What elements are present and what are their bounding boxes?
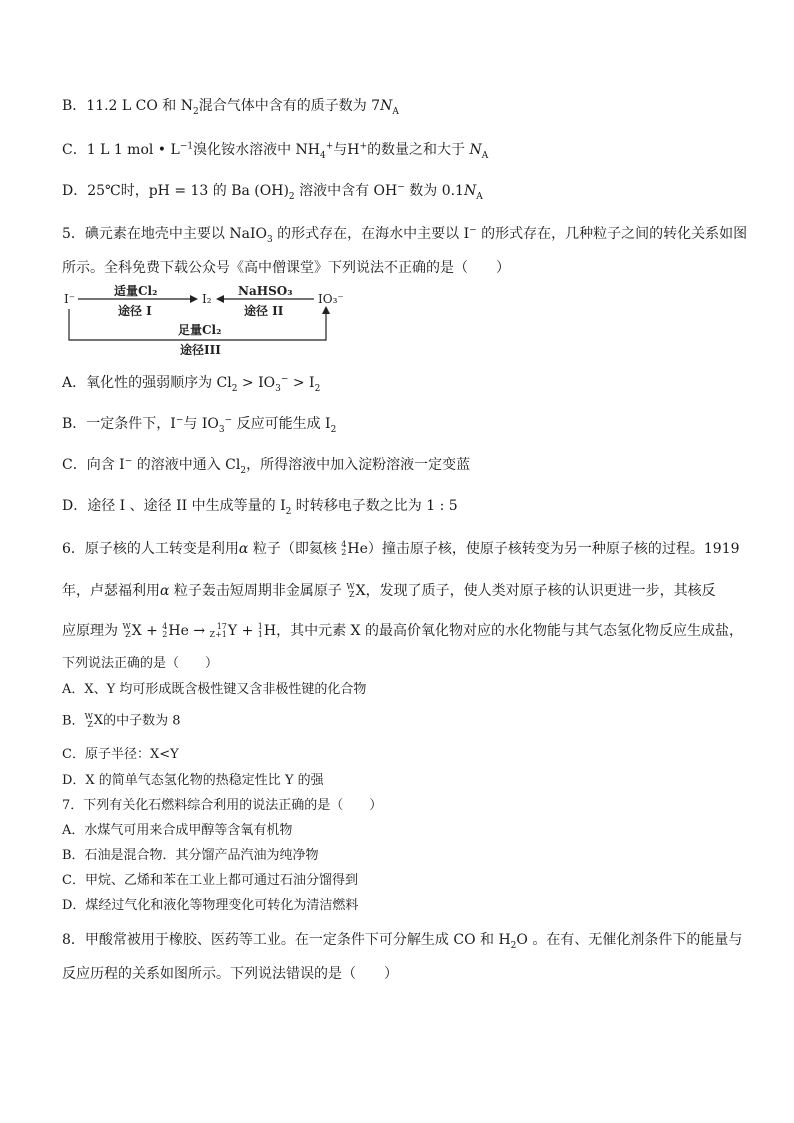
q6-stem-line4: 下列说法正确的是（ ） — [62, 656, 219, 671]
q5-stem-line1: 5．碘元素在地壳中主要以 NaIO$_3$ 的形式存在，在海水中主要以 I− 的形式存在，几种粒子之间的转化关系如图 — [62, 225, 748, 245]
q5-stem-line2: 所示。全科免费下载公众号《高中僧课堂》下列说法不正确的是（ ） — [62, 260, 510, 276]
q7-option-a: A．水煤气可用来合成甲醇等含氧有机物 — [62, 823, 293, 838]
q5-option-d: D．途径 I 、途径 II 中生成等量的 $I_2$ 时转移电子数之比为 1 : 5 — [62, 498, 458, 517]
q6-stem-line2: 年，卢瑟福利用α 粒子轰击短周期非金属原子 W Z X ，发现了质子，使人类对原子核的认识更进一步，其核反 — [62, 582, 716, 599]
q7-option-c: C．甲烷、乙烯和苯在工业上都可通过石油分馏得到 — [62, 873, 358, 888]
diagram-route3: 途径III — [180, 343, 221, 357]
diagram-io3: IO₃⁻ — [318, 292, 344, 306]
q8-stem-line2: 反应历程的关系如图所示。下列说法错误的是（ ） — [62, 966, 398, 982]
q6-option-a: A．X、Y 均可形成既含极性键又含非极性键的化合物 — [62, 682, 367, 697]
diagram-excess-cl2: 足量Cl₂ — [178, 323, 222, 337]
q6-option-d: D．X 的简单气态氢化物的热稳定性比 Y 的强 — [62, 773, 324, 788]
q4-option-d: D．25℃时，pH = 13 的 Ba $(OH)_2$ 溶液中含有 OH− 数为 $0.1N_A$ — [62, 182, 483, 202]
q8-stem-line1: 8．甲酸常被用于橡胶、医药等工业。在一定条件下可分解生成 CO 和 $H_2O$ 。在有、无催化剂条件下的能量与 — [62, 932, 743, 951]
q7-option-d: D．煤经过气化和液化等物理变化可转化为清洁燃料 — [62, 898, 359, 913]
q6-stem-line1: 6．原子核的人工转变是利用α 粒子（即氦核 4 2 He ）撞击原子核，使原子核转变为另一种原子核的过程。1919 — [62, 540, 740, 557]
q4-option-c: C．1 L 1 mol • $L^{-1}$溴化铵水溶液中 $NH_4^+$与H+的数量之和大于 $N_A$ — [62, 141, 489, 161]
q6-option-c: C．原子半径：X<Y — [62, 747, 179, 762]
q5-option-c: C．向含 I− 的溶液中通入 $Cl_2$，所得溶液中加入淀粉溶液一定变蓝 — [62, 456, 471, 476]
q6-stem-line3: 应原理为 W Z X + 4 2 He → 17 Z+1 Y + 1 1 H ，其中元素 X 的最高价氧化物对应的水化物能与其气态氢化物反应生成盐， — [62, 622, 743, 639]
route3-arrowhead — [322, 306, 330, 314]
q5-option-b: B．一定条件下，I−与 $IO_3^-$ 反应可能生成 $I_2$ — [62, 415, 337, 435]
diagram-i-minus: I⁻ — [64, 292, 76, 306]
iodine-conversion-diagram — [62, 284, 362, 358]
diagram-route2: 途径 II — [244, 304, 284, 318]
diagram-nahso3: NaHSO₃ — [238, 284, 293, 298]
q6-option-b: B． W Z X 的中子数为 8 — [62, 712, 181, 729]
route1-arrowhead — [190, 295, 198, 303]
diagram-cl2-label: 适量Cl₂ — [114, 284, 158, 298]
q4-option-b: B．11.2 L CO 和 $N_2$混合气体中含有的质子数为 $7N_A$ — [62, 98, 399, 117]
route2-arrowhead — [216, 295, 224, 303]
diagram-i2: I₂ — [202, 292, 212, 306]
q7-stem: 7．下列有关化石燃料综合利用的说法正确的是（ ） — [62, 798, 383, 813]
q7-option-b: B．石油是混合物．其分馏产品汽油为纯净物 — [62, 848, 319, 863]
q5-option-a: A．氧化性的强弱顺序为 $Cl_2 > IO_3^- > I_2$ — [62, 374, 321, 394]
diagram-route1: 途径 I — [118, 304, 152, 318]
